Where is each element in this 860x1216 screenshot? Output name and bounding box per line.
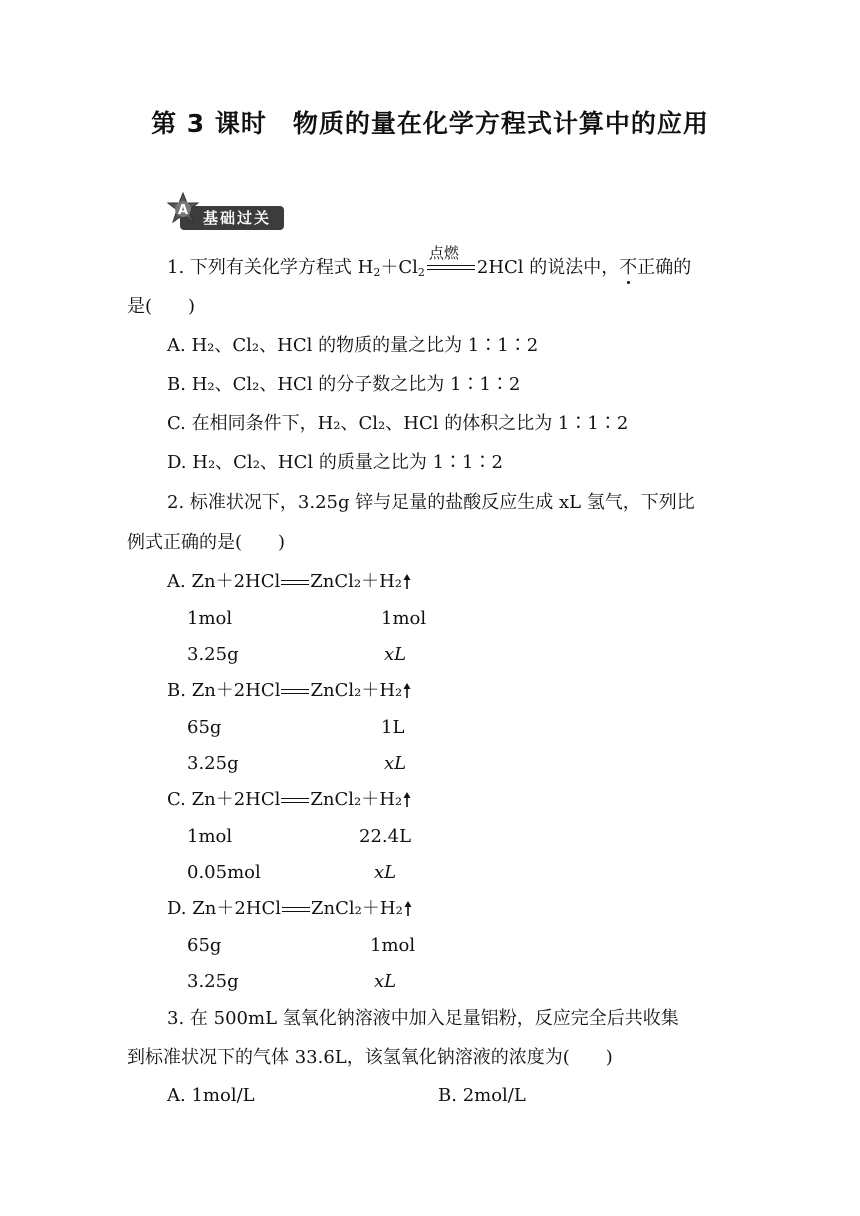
equation-left: Zn＋2HCl (191, 680, 281, 701)
equals-sign (280, 679, 310, 703)
q3-number: 3. (167, 1008, 185, 1029)
option-text: 在相同条件下，H₂、Cl₂、HCl 的体积之比为 1∶1∶2 (191, 413, 629, 434)
option-label: A. (167, 335, 186, 356)
q2a-row2-left: 3.25g (187, 644, 239, 665)
q2a-row1-right: 1mol (381, 608, 427, 629)
q1-text-a: 下列有关化学方程式 H (189, 257, 374, 278)
page-title (0, 104, 860, 140)
q1-text-c: 正确的 (637, 257, 692, 278)
option-label: C. (167, 413, 186, 434)
q2b-row1-right: 1L (381, 717, 405, 738)
equation-right: ZnCl₂＋H₂ (311, 898, 403, 919)
badge-letter: A (177, 203, 189, 218)
option-label: D. (167, 452, 187, 473)
q2-option-b[interactable] (167, 679, 412, 703)
section-badge-label: 基础过关 (180, 206, 284, 230)
q2b-row2-right: xL (384, 753, 407, 774)
q2-option-d[interactable] (167, 897, 413, 921)
q2c-row2-right: xL (374, 862, 397, 883)
q2d-row2-right: xL (374, 971, 397, 992)
equation-left: Zn＋2HCl (191, 571, 281, 592)
q2c-row1-right: 22.4L (359, 826, 412, 847)
equation-right: ZnCl₂＋H₂ (310, 680, 403, 701)
q2d-row2-left: 3.25g (187, 971, 239, 992)
equals-sign (280, 788, 310, 812)
q2b-row1-left: 65g (187, 717, 222, 738)
q2a-row1-left: 1mol (187, 608, 233, 629)
emphasis-not: 不 (619, 257, 638, 278)
option-label: C. (167, 789, 186, 810)
equals-sign (281, 897, 311, 921)
star-a-icon (166, 192, 200, 226)
option-text: H₂、Cl₂、HCl 的分子数之比为 1∶1∶2 (191, 374, 521, 395)
equals-sign (280, 570, 310, 594)
q1-option-b[interactable] (167, 373, 520, 397)
q1-plus: ＋Cl (380, 257, 418, 278)
q2-stem (167, 491, 695, 515)
equation-left: Zn＋2HCl (192, 898, 282, 919)
option-label: B. (438, 1085, 457, 1106)
option-text: 1mol/L (191, 1085, 255, 1106)
q2-stem-cont: 例式正确的是( ) (127, 532, 286, 553)
q2d-row1-left: 65g (187, 935, 222, 956)
lesson-number: 第 3 课时 (151, 109, 267, 138)
q2c-row2-left: 0.05mol (187, 862, 261, 883)
q2a-row2-right: xL (384, 644, 407, 665)
q3-option-b[interactable] (438, 1084, 526, 1108)
q3-option-a[interactable] (167, 1084, 255, 1108)
q2d-row1-right: 1mol (370, 935, 416, 956)
condition-equals-sign (425, 244, 477, 280)
section-badge (166, 192, 286, 232)
q1-cl-sub: 2 (417, 266, 425, 279)
option-label: B. (167, 680, 186, 701)
equation-left: Zn＋2HCl (191, 789, 281, 810)
q1-stem (167, 244, 692, 280)
q2b-row2-left: 3.25g (187, 753, 239, 774)
q2c-row1-left: 1mol (187, 826, 233, 847)
q3-stem (167, 1007, 679, 1031)
q1-text-b: 2HCl 的说法中， (476, 257, 620, 278)
q1-option-c[interactable] (167, 412, 628, 436)
q2-number: 2. (167, 492, 185, 513)
q2-option-a[interactable] (167, 570, 412, 594)
q1-stem-cont: 是( ) (127, 296, 196, 317)
option-label: D. (167, 898, 187, 919)
q1-option-d[interactable] (167, 451, 503, 475)
option-text: 2mol/L (462, 1085, 526, 1106)
option-label: A. (167, 571, 186, 592)
equation-right: ZnCl₂＋H₂ (310, 789, 403, 810)
q1-h-sub: 2 (373, 266, 381, 279)
q1-number: 1. (167, 257, 185, 278)
lesson-topic: 物质的量在化学方程式计算中的应用 (292, 109, 709, 138)
option-text: H₂、Cl₂、HCl 的质量之比为 1∶1∶2 (192, 452, 503, 473)
reaction-condition: 点燃 (428, 244, 459, 262)
gas-arrow-icon (402, 788, 412, 812)
option-label: B. (167, 374, 186, 395)
q2-option-c[interactable] (167, 788, 412, 812)
option-label: A. (167, 1085, 186, 1106)
option-text: H₂、Cl₂、HCl 的物质的量之比为 1∶1∶2 (191, 335, 539, 356)
equation-right: ZnCl₂＋H₂ (310, 571, 403, 592)
q2-text-a: 标准状况下，3.25g 锌与足量的盐酸反应生成 xL 氢气，下列比 (189, 492, 695, 513)
q1-option-a[interactable] (167, 334, 538, 358)
gas-arrow-icon (402, 570, 412, 594)
q3-stem-cont: 到标准状况下的气体 33.6L，该氢氧化钠溶液的浓度为( ) (127, 1047, 613, 1068)
gas-arrow-icon (402, 679, 412, 703)
gas-arrow-icon (403, 897, 413, 921)
q3-text-a: 在 500mL 氢氧化钠溶液中加入足量铝粉，反应完全后共收集 (189, 1008, 679, 1029)
